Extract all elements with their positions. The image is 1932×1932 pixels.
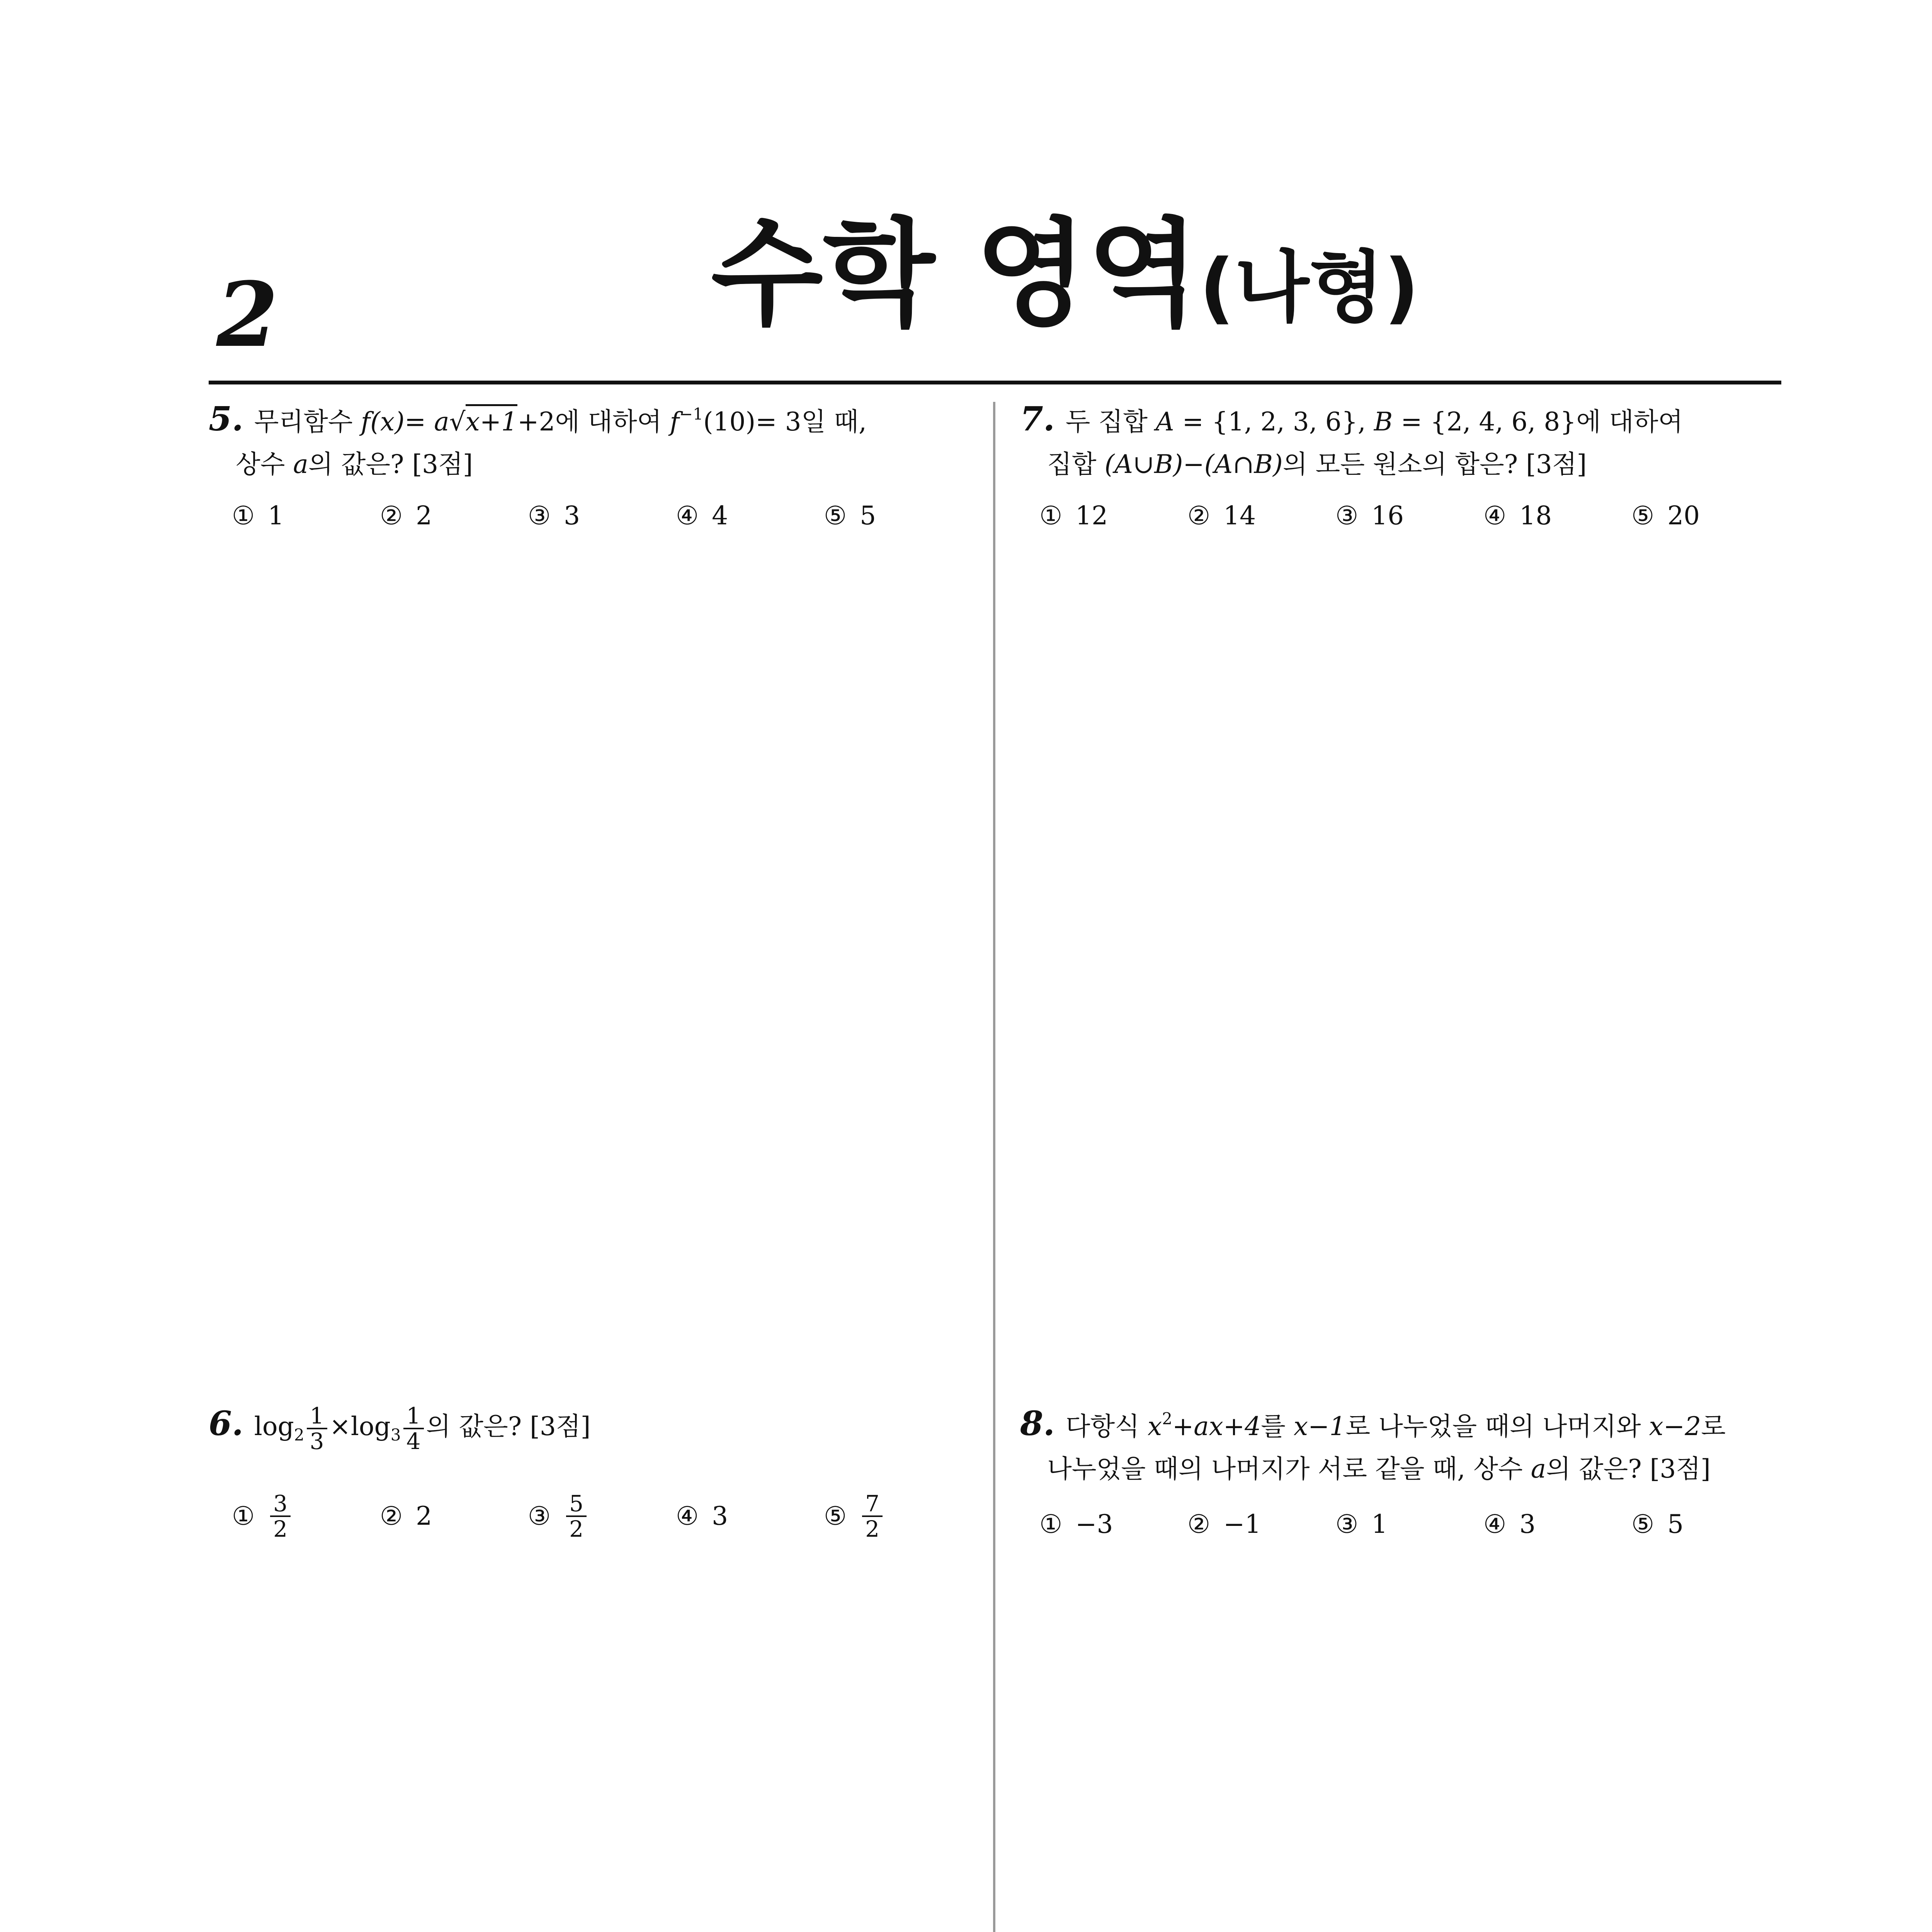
choice-mark: ②: [380, 501, 403, 531]
q5-equals: = a: [404, 407, 449, 437]
q8-divisor-2: x−2: [1649, 1412, 1701, 1441]
q5-text-4: 상수: [236, 449, 293, 479]
choice-value: 5: [1667, 1509, 1684, 1539]
choice-mark: ①: [1039, 501, 1063, 531]
choice-2[interactable]: [380, 1492, 528, 1541]
choice-5[interactable]: [1631, 495, 1779, 537]
q5-inverse-exponent: −1: [679, 405, 703, 423]
q5-variable: a: [293, 449, 308, 479]
choice-1[interactable]: [1039, 495, 1187, 537]
choice-mark: ③: [1335, 1509, 1359, 1539]
question-5-choices: [232, 495, 972, 537]
numerator: 7: [862, 1492, 883, 1517]
question-6-line-1: [209, 1403, 935, 1453]
question-5: [209, 398, 935, 486]
q6-log-base: 2: [294, 1425, 304, 1444]
choice-value: 3: [564, 501, 580, 531]
q8-constant: a: [1531, 1454, 1546, 1484]
choice-1[interactable]: [232, 495, 380, 537]
choice-1[interactable]: [232, 1492, 380, 1541]
q6-fraction: [403, 1404, 424, 1453]
question-number: 7.: [1020, 400, 1055, 439]
choice-2[interactable]: [1187, 1503, 1335, 1546]
question-7-choices: [1039, 495, 1779, 537]
question-7: [1020, 398, 1747, 486]
choice-mark: ③: [1335, 501, 1359, 531]
choice-mark: ②: [380, 1501, 403, 1531]
choice-value: 16: [1371, 501, 1404, 531]
choice-value: 12: [1075, 501, 1108, 531]
q8-polynomial: +ax+4: [1172, 1412, 1261, 1441]
question-7-line-1: [1020, 398, 1747, 443]
choice-3[interactable]: [528, 1492, 676, 1541]
choice-value: 3: [712, 1501, 728, 1531]
denominator: 2: [865, 1516, 880, 1542]
q5-text: 무리함수: [254, 407, 361, 437]
choice-fraction: [270, 1492, 291, 1541]
choice-5[interactable]: [1631, 1503, 1779, 1546]
q8-exponent: 2: [1162, 1409, 1172, 1428]
choice-value: −3: [1075, 1509, 1113, 1539]
choice-mark: ③: [528, 1501, 551, 1531]
choice-1[interactable]: [1039, 1503, 1187, 1546]
q5-radicand: x+1: [466, 404, 518, 437]
header-rule: [209, 381, 1781, 384]
choice-value: 1: [1371, 1509, 1388, 1539]
choice-value: 2: [416, 1501, 432, 1531]
choice-4[interactable]: [1483, 495, 1631, 537]
choice-mark: ①: [232, 501, 255, 531]
question-7-line-2: [1020, 443, 1747, 486]
q8-divisor-1: x−1: [1293, 1412, 1346, 1441]
choice-5[interactable]: [824, 495, 972, 537]
choice-5[interactable]: [824, 1492, 972, 1541]
choice-3[interactable]: [1335, 495, 1483, 537]
q6-log: log: [350, 1412, 391, 1441]
choice-mark: ④: [1483, 501, 1507, 531]
choice-4[interactable]: [676, 495, 824, 537]
choice-3[interactable]: [528, 495, 676, 537]
question-8-line-2: [1020, 1448, 1785, 1490]
choice-value: 18: [1519, 501, 1552, 531]
q5-text-3: (10)= 3일 때,: [703, 407, 867, 437]
q7-text-2: 집합: [1047, 449, 1105, 479]
choice-mark: ②: [1187, 1509, 1211, 1539]
choice-mark: ④: [1483, 1509, 1507, 1539]
denominator: 2: [569, 1516, 584, 1542]
choice-mark: ⑤: [824, 501, 847, 531]
denominator: 3: [310, 1428, 324, 1454]
choice-mark: ⑤: [1631, 501, 1655, 531]
choice-mark: ③: [528, 501, 551, 531]
q6-log-base: 3: [390, 1425, 401, 1444]
choice-3[interactable]: [1335, 1503, 1483, 1546]
question-8-choices: [1039, 1503, 1779, 1546]
choice-value: 3: [1519, 1509, 1536, 1539]
page-number: 2: [216, 263, 279, 367]
q5-function: f(x): [361, 407, 405, 437]
q6-times: ×: [329, 1412, 351, 1441]
question-5-line-1: 5. 무리함수 f(x)= a√x+1+2에 대하여 $f^{-1}(10)= 3$일 때,: [209, 400, 867, 439]
q8-text-3: 로 나누었을 때의 나머지와: [1345, 1412, 1649, 1441]
denominator: 4: [406, 1428, 421, 1454]
choice-mark: ⑤: [824, 1501, 847, 1531]
q8-text-5: 나누었을 때의 나머지가 서로 같을 때, 상수: [1047, 1454, 1531, 1484]
numerator: 1: [403, 1404, 424, 1429]
page-title: [711, 207, 1419, 342]
question-6-choices: [232, 1492, 972, 1541]
choice-mark: ②: [1187, 501, 1211, 531]
choice-value: 14: [1223, 501, 1256, 531]
question-8-line-1: [1020, 1403, 1785, 1448]
q6-log: log: [254, 1412, 294, 1441]
q7-set-a-elements: = {1, 2, 3, 6},: [1174, 407, 1374, 437]
question-number: 8.: [1020, 1404, 1055, 1443]
q8-variable: x: [1148, 1412, 1162, 1441]
choice-mark: ①: [1039, 1509, 1063, 1539]
q5-text-5: 의 값은? [3점]: [308, 449, 473, 479]
choice-value: 2: [416, 501, 432, 531]
choice-4[interactable]: [676, 1492, 824, 1541]
choice-value: 20: [1667, 501, 1700, 531]
q7-text: 두 집합: [1065, 407, 1156, 437]
q8-text-2: 를: [1261, 1412, 1294, 1441]
q5-text-2: +2에 대하여: [517, 407, 670, 437]
choice-2[interactable]: [1187, 495, 1335, 537]
choice-value: 4: [712, 501, 728, 531]
choice-mark: ④: [676, 501, 699, 531]
question-6: [209, 1403, 935, 1453]
q7-text-3: 의 모든 원소의 합은? [3점]: [1282, 449, 1587, 479]
choice-mark: ④: [676, 1501, 699, 1531]
q7-set-b-elements: = {2, 4, 6, 8}에 대하여: [1393, 407, 1683, 437]
q5-inverse-function: f: [670, 407, 679, 437]
choice-value: −1: [1223, 1509, 1261, 1539]
numerator: 5: [566, 1492, 587, 1517]
question-number: 6.: [209, 1404, 243, 1443]
q7-set-b: B: [1374, 407, 1393, 437]
choice-4[interactable]: [1483, 1503, 1631, 1546]
title-text: 수학 영역: [711, 207, 1199, 342]
q7-expression: (A∪B)−(A∩B): [1104, 449, 1283, 479]
q6-fraction: [307, 1404, 327, 1453]
choice-fraction: [566, 1492, 587, 1541]
choice-mark: ⑤: [1631, 1509, 1655, 1539]
choice-2[interactable]: [380, 495, 528, 537]
column-divider: [993, 402, 995, 1932]
q8-text-6: 의 값은? [3점]: [1546, 1454, 1711, 1484]
choice-value: 5: [860, 501, 876, 531]
q8-text-4: 로: [1701, 1412, 1726, 1441]
question-number: 5.: [209, 400, 243, 439]
q6-text: 의 값은? [3점]: [426, 1412, 591, 1441]
choice-fraction: [862, 1492, 883, 1541]
denominator: 2: [273, 1516, 288, 1542]
numerator: 3: [270, 1492, 291, 1517]
q8-text: 다항식: [1065, 1412, 1148, 1441]
numerator: 1: [307, 1404, 327, 1429]
title-subtype: (나형): [1199, 243, 1419, 333]
choice-mark: ①: [232, 1501, 255, 1531]
choice-value: 1: [268, 501, 284, 531]
question-5-line-2: [209, 443, 935, 486]
question-8: [1020, 1403, 1785, 1490]
q7-set-a: A: [1156, 407, 1174, 437]
